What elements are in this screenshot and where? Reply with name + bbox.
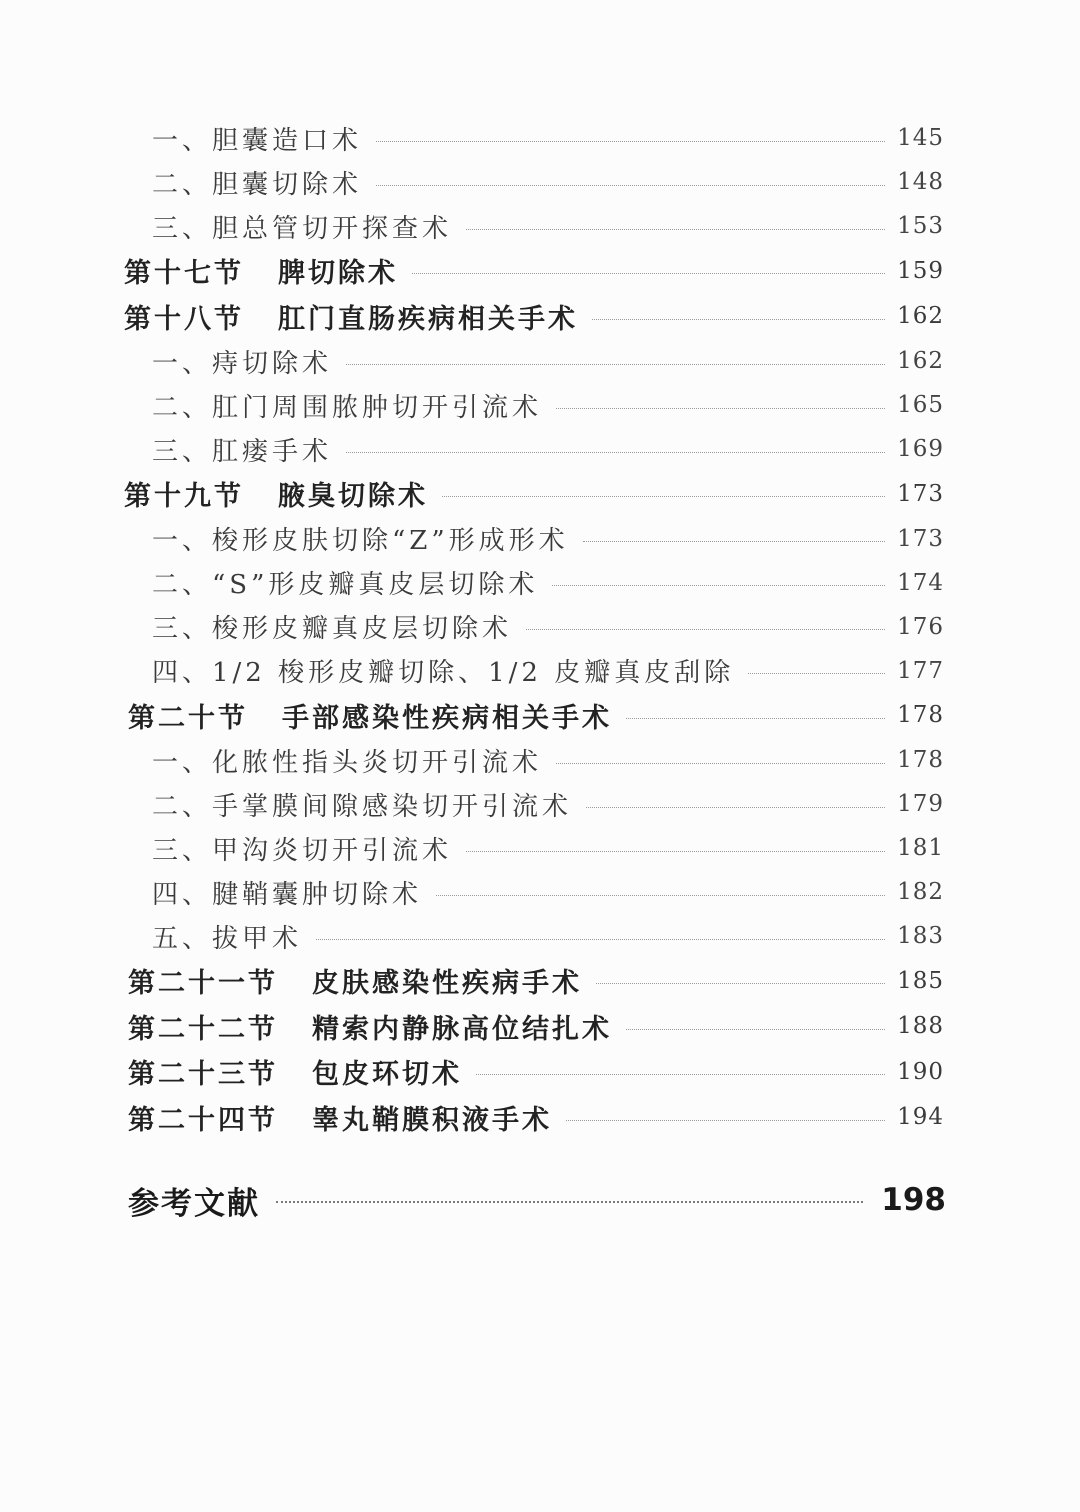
toc-section-entry[interactable]	[0, 294, 944, 340]
section-title: 睾丸鞘膜积液手术	[312, 1104, 552, 1136]
subsection-title: 三、甲沟炎切开引流术	[152, 835, 453, 866]
toc-subsection-entry[interactable]	[0, 649, 944, 693]
toc-subsection-entry[interactable]	[0, 782, 944, 826]
toc-section-entry[interactable]	[0, 1049, 944, 1095]
section-number: 第二十节	[128, 702, 248, 734]
toc-subsection-entry[interactable]	[0, 870, 944, 914]
page-number: 169	[897, 436, 944, 462]
page-number: 165	[897, 392, 944, 418]
section-heading	[128, 961, 582, 1000]
subsection-title: 三、梭形皮瓣真皮层切除术	[152, 614, 513, 644]
toc-subsection-entry[interactable]	[0, 826, 944, 870]
references-label: 参考文献	[128, 1185, 260, 1222]
dot-leader	[376, 141, 885, 142]
dot-leader	[412, 273, 885, 274]
page-number: 145	[897, 125, 944, 151]
dot-leader	[596, 983, 885, 984]
dot-leader	[586, 807, 885, 808]
section-number: 第十七节	[124, 258, 244, 290]
section-title: 包皮环切术	[312, 1059, 462, 1091]
section-number: 第二十四节	[128, 1104, 278, 1136]
page-number: 194	[897, 1104, 944, 1131]
page-number: 173	[897, 525, 944, 552]
dot-leader	[566, 1120, 885, 1121]
toc-subsection-entry[interactable]	[0, 427, 944, 471]
toc-subsection-entry[interactable]	[0, 339, 944, 383]
page-number: 185	[897, 967, 944, 994]
page-number: 178	[897, 747, 944, 773]
section-number: 第二十三节	[128, 1059, 278, 1091]
page-number: 159	[897, 257, 944, 284]
section-heading	[128, 1007, 612, 1046]
dot-leader	[346, 452, 885, 453]
subsection-title: 二、“S”形皮瓣真皮层切除术	[152, 570, 539, 600]
section-title: 肛门直肠疾病相关手术	[278, 303, 578, 335]
page-number: 181	[897, 835, 944, 861]
toc-references-entry[interactable]	[128, 1172, 946, 1228]
toc-subsection-entry[interactable]	[0, 517, 944, 561]
subsection-title: 一、化脓性指头炎切开引流术	[152, 747, 543, 778]
subsection-title: 一、痔切除术	[152, 348, 333, 379]
toc-section-entry[interactable]	[0, 958, 944, 1004]
dot-leader	[556, 408, 885, 409]
toc-subsection-entry[interactable]	[0, 605, 944, 649]
page-number: 173	[897, 480, 944, 507]
toc-section-entry[interactable]	[0, 1095, 944, 1141]
section-heading	[128, 1098, 552, 1137]
toc-section-entry[interactable]	[0, 1004, 944, 1050]
dot-leader	[748, 673, 885, 674]
dot-leader	[626, 1029, 885, 1030]
page-number: 190	[897, 1058, 944, 1085]
toc-section-entry[interactable]	[0, 248, 944, 294]
page-number: 179	[897, 791, 944, 817]
references-page-number: 198	[881, 1182, 946, 1218]
page-number: 177	[897, 657, 944, 684]
page-number: 183	[897, 923, 944, 949]
dot-leader	[276, 1201, 863, 1203]
page-number: 182	[897, 879, 944, 905]
dot-leader	[316, 939, 885, 940]
toc-section-entry[interactable]	[0, 693, 944, 739]
dot-leader	[346, 364, 885, 365]
page-number: 148	[897, 169, 944, 195]
toc-subsection-entry[interactable]	[0, 738, 944, 782]
section-number: 第二十二节	[128, 1013, 278, 1045]
section-title: 手部感染性疾病相关手术	[282, 702, 612, 734]
toc-subsection-entry[interactable]	[0, 116, 944, 160]
dot-leader	[376, 185, 885, 186]
page-number: 153	[897, 213, 944, 239]
page-number: 188	[897, 1013, 944, 1040]
toc-subsection-entry[interactable]	[0, 561, 944, 605]
section-heading	[124, 474, 428, 513]
section-heading	[128, 1052, 462, 1091]
subsection-title: 二、胆囊切除术	[152, 169, 363, 200]
subsection-title: 五、拔甲术	[152, 923, 303, 954]
section-title: 皮肤感染性疾病手术	[312, 968, 582, 1000]
section-heading	[124, 297, 578, 336]
subsection-title: 二、手掌膜间隙感染切开引流术	[152, 791, 573, 822]
dot-leader	[592, 319, 885, 320]
dot-leader	[556, 763, 885, 764]
dot-leader	[552, 585, 885, 586]
subsection-title: 四、腱鞘囊肿切除术	[152, 879, 423, 910]
dot-leader	[583, 541, 885, 542]
section-title: 腋臭切除术	[278, 481, 428, 513]
dot-leader	[626, 718, 885, 719]
subsection-title: 三、肛瘘手术	[152, 436, 333, 467]
toc-subsection-entry[interactable]	[0, 914, 944, 958]
section-number: 第二十一节	[128, 968, 278, 1000]
dot-leader	[442, 496, 885, 497]
subsection-title: 四、1/2 梭形皮瓣切除、1/2 皮瓣真皮刮除	[152, 658, 735, 688]
table-of-contents	[0, 116, 1080, 1140]
dot-leader	[466, 229, 885, 230]
dot-leader	[476, 1074, 885, 1075]
section-heading	[128, 696, 612, 735]
subsection-title: 一、梭形皮肤切除“Z”形成形术	[152, 526, 569, 556]
page-number: 176	[897, 613, 944, 640]
section-number: 第十八节	[124, 303, 244, 335]
dot-leader	[526, 629, 885, 630]
subsection-title: 一、胆囊造口术	[152, 125, 363, 156]
dot-leader	[436, 895, 885, 896]
page-number: 162	[897, 348, 944, 374]
page-number: 174	[897, 569, 944, 596]
toc-section-entry[interactable]	[0, 471, 944, 517]
section-heading	[124, 251, 398, 290]
subsection-title: 二、肛门周围脓肿切开引流术	[152, 392, 543, 423]
section-title: 精索内静脉高位结扎术	[312, 1013, 612, 1045]
toc-subsection-entry[interactable]	[0, 204, 944, 248]
section-title: 脾切除术	[278, 258, 398, 290]
section-number: 第十九节	[124, 481, 244, 513]
toc-subsection-entry[interactable]	[0, 383, 944, 427]
dot-leader	[466, 851, 885, 852]
subsection-title: 三、胆总管切开探查术	[152, 213, 453, 244]
page-number: 162	[897, 303, 944, 330]
toc-subsection-entry[interactable]	[0, 160, 944, 204]
page-number: 178	[897, 702, 944, 729]
